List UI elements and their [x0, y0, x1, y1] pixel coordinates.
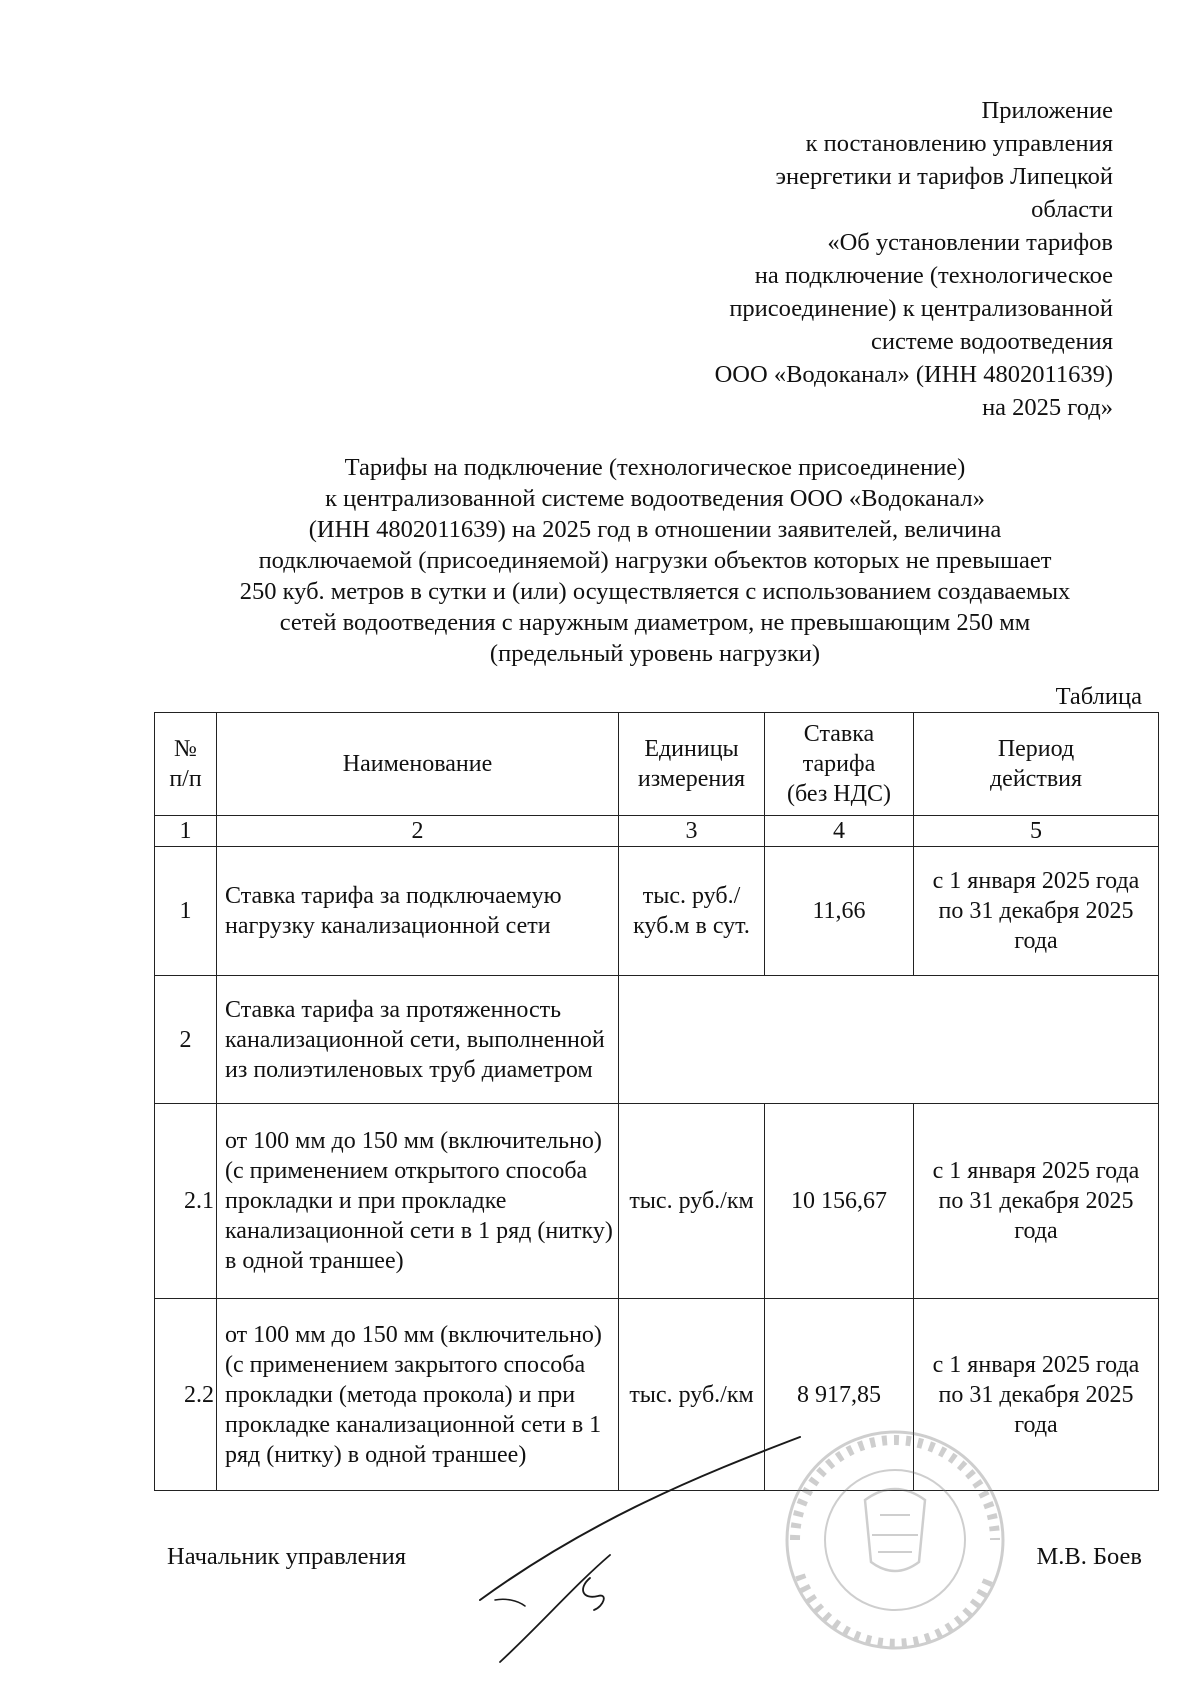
table-row — [155, 1104, 1159, 1299]
row-rate: 8 917,85 — [765, 1299, 914, 1491]
table-label: Таблица — [1055, 683, 1142, 710]
appendix-line: системе водоотведения — [870, 328, 1113, 355]
row-unit: тыс. руб./ куб.м в сут. — [619, 847, 765, 976]
signatory-position: Начальник управления — [167, 1543, 406, 1570]
column-number: 1 — [155, 816, 217, 847]
appendix-line: присоединение) к централизованной — [729, 295, 1113, 322]
row-name: Ставка тарифа за протяженность канализационной сети, выполненной из полиэтиленовых труб диаметром — [217, 976, 619, 1104]
appendix-line: «Об установлении тарифов — [827, 229, 1113, 256]
row-period: с 1 января 2025 года по 31 декабря 2025 года — [914, 1299, 1159, 1491]
title-line: сетей водоотведения с наружным диаметром, не превышающим 250 мм — [279, 609, 1031, 636]
column-number: 3 — [619, 816, 765, 847]
table-header-row — [155, 713, 1159, 816]
appendix-line: области — [1031, 196, 1113, 223]
column-number: 2 — [217, 816, 619, 847]
row-rate: 11,66 — [765, 847, 914, 976]
title-line: (предельный уровень нагрузки) — [489, 640, 821, 667]
title-line: (ИНН 4802011639) на 2025 год в отношении заявителей, величина — [308, 516, 1002, 543]
title-line: подключаемой (присоединяемой) нагрузки объектов которых не превышает — [258, 547, 1052, 574]
column-number-row — [155, 816, 1159, 847]
column-number: 5 — [914, 816, 1159, 847]
row-unit: тыс. руб./км — [619, 1104, 765, 1299]
row-number: 2 — [155, 976, 217, 1104]
title-line: 250 куб. метров в сутки и (или) осуществляется с использованием создаваемых — [239, 578, 1071, 605]
row-period: с 1 января 2025 года по 31 декабря 2025 года — [914, 1104, 1159, 1299]
row-rate: 10 156,67 — [765, 1104, 914, 1299]
row-number: 2.2 — [155, 1299, 217, 1491]
header-unit: Единицы измерения — [619, 713, 765, 816]
header-rate: Ставка тарифа (без НДС) — [765, 713, 914, 816]
row-unit: тыс. руб./км — [619, 1299, 765, 1491]
document-title — [140, 452, 1170, 669]
row-number: 2.1 — [155, 1104, 217, 1299]
table-row — [155, 847, 1159, 976]
appendix-line: на 2025 год» — [982, 394, 1113, 421]
row-name: от 100 мм до 150 мм (включительно) (с применением закрытого способа прокладки (метода прокола) и при прокладке канализационной сети в 1 ряд (нитку) в одной траншее) — [217, 1299, 619, 1491]
appendix-line: на подключение (технологическое — [754, 262, 1113, 289]
title-line: Тарифы на подключение (технологическое присоединение) — [344, 454, 966, 481]
row-name: от 100 мм до 150 мм (включительно) (с применением открытого способа прокладки и при прокладке канализационной сети в 1 ряд (нитку) в одной траншее) — [217, 1104, 619, 1299]
table-row — [155, 976, 1159, 1104]
row-empty-merged-cell — [619, 976, 1159, 1104]
appendix-line: энергетики и тарифов Липецкой — [775, 163, 1113, 190]
header-name: Наименование — [217, 713, 619, 816]
tariffs-table — [154, 712, 1159, 1491]
appendix-line: ООО «Водоканал» (ИНН 4802011639) — [714, 361, 1113, 388]
row-number: 1 — [155, 847, 217, 976]
appendix-line: Приложение — [981, 97, 1113, 124]
header-period: Период действия — [914, 713, 1159, 816]
title-line: к централизованной системе водоотведения ООО «Водоканал» — [325, 485, 985, 512]
row-name: Ставка тарифа за подключаемую нагрузку канализационной сети — [217, 847, 619, 976]
row-period: с 1 января 2025 года по 31 декабря 2025 года — [914, 847, 1159, 976]
table-row — [155, 1299, 1159, 1491]
header-number: № п/п — [155, 713, 217, 816]
appendix-block — [715, 94, 1113, 424]
column-number: 4 — [765, 816, 914, 847]
appendix-line: к постановлению управления — [805, 130, 1113, 157]
signatory-name: М.В. Боев — [1036, 1543, 1142, 1570]
